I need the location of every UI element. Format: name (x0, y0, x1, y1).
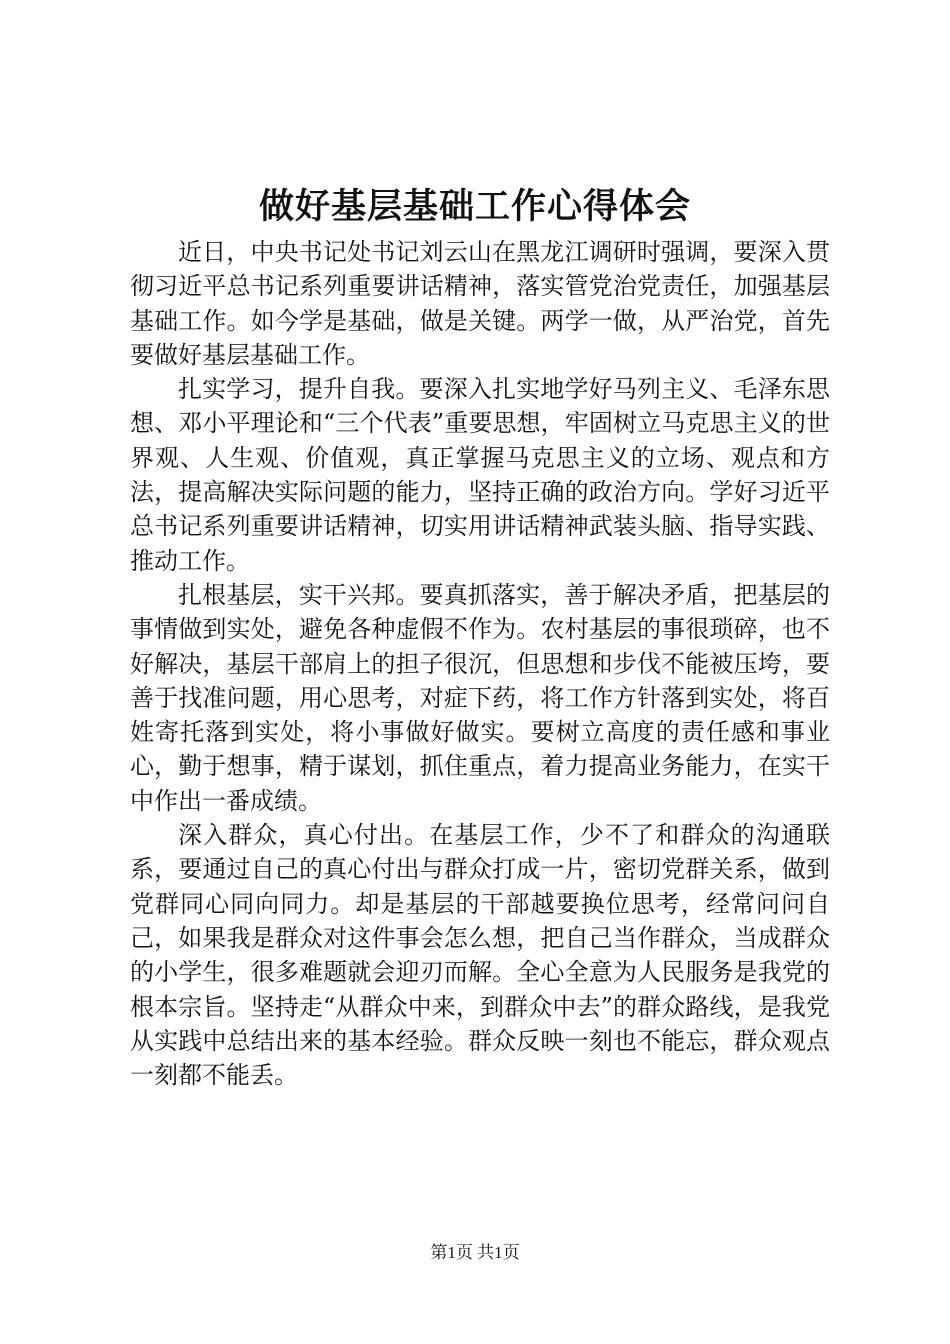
document-body (130, 235, 830, 1092)
paragraph-study: 扎实学习，提升自我。要深入扎实地学好马列主义、毛泽东思想、邓小平理论和“三个代表”重要思想，牢固树立马克思主义的世界观、人生观、价值观，真正掌握马克思主义的立场、观点和方法，提高解决实际问题的能力，坚持正确的政治方向。学好习近平总书记系列重要讲话精神，切实用讲话精神武装头脑、指导实践、推动工作。 (130, 375, 830, 575)
document-title: 做好基层基础工作心得体会 (258, 186, 691, 227)
paragraph-masses: 深入群众，真心付出。在基层工作，少不了和群众的沟通联系，要通过自己的真心付出与群众打成一片，密切党群关系，做到党群同心同向同力。却是基层的干部越要换位思考，经常问问自己，如果我是群众对这件事会怎么想，把自己当作群众，当成群众的小学生，很多难题就会迎刃而解。全心全意为人民服务是我党的根本宗旨。坚持走“从群众中来，到群众中去”的群众路线，是我党从实践中总结出来的基本经验。群众反映一刻也不能忘，群众观点一刻都不能丢。 (130, 821, 830, 1090)
page-number-footer: 第1页 共1页 (430, 1243, 520, 1262)
paragraph-grassroots: 扎根基层，实干兴邦。要真抓落实，善于解决矛盾，把基层的事情做到实处，避免各种虚假不作为。农村基层的事很琐碎，也不好解决，基层干部肩上的担子很沉，但思想和步伐不能被压垮，要善于找准问题，用心思考，对症下药，将工作方针落到实处，将百姓寄托落到实处，将小事做好做实。要树立高度的责任感和事业心，勤于想事，精于谋划，抓住重点，着力提高业务能力，在实干中作出一番成绩。 (130, 580, 830, 815)
paragraph-intro: 近日，中央书记处书记刘云山在黑龙江调研时强调，要深入贯彻习近平总书记系列重要讲话精神，落实管党治党责任，加强基层基础工作。如今学是基础，做是关键。两学一做，从严治党，首先要做好基层基础工作。 (130, 238, 830, 369)
